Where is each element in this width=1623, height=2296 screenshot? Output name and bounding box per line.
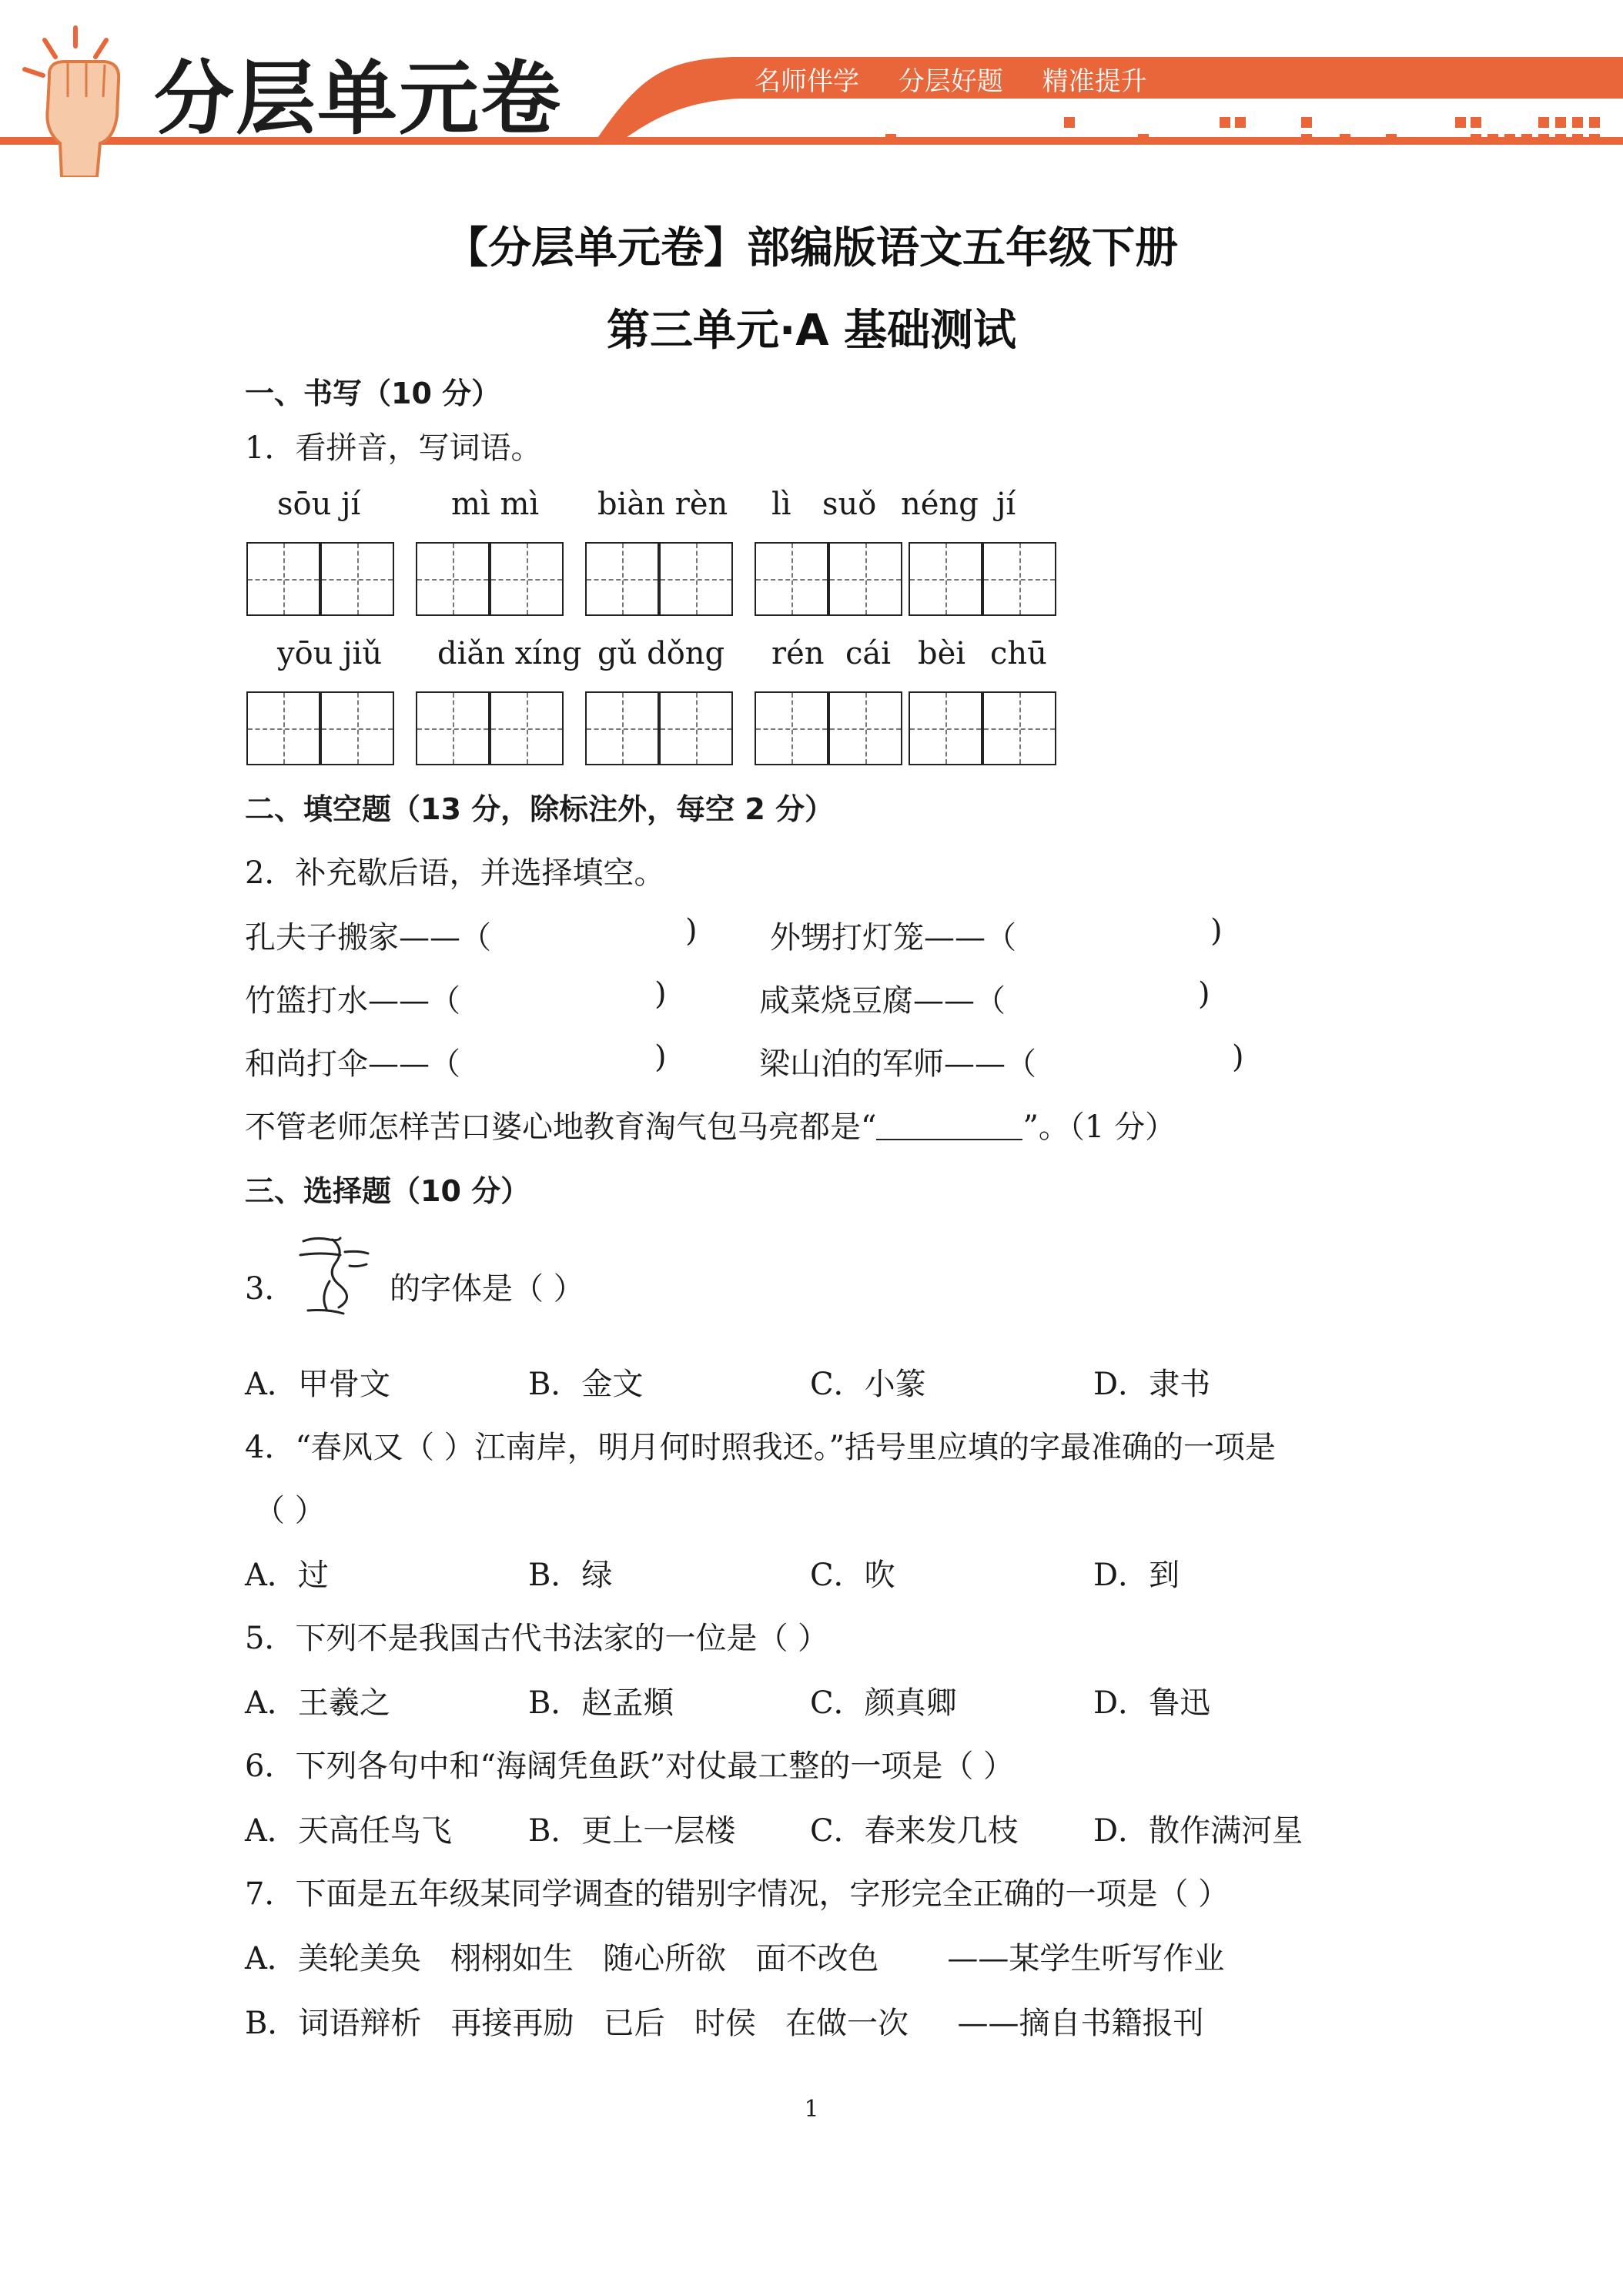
- writing-box[interactable]: [909, 542, 982, 616]
- seal-script-character: [293, 1232, 377, 1324]
- section-heading-fill-in: 二、填空题（13 分，除标注外，每空 2 分）: [245, 792, 835, 826]
- blank-close-paren[interactable]: ): [1198, 976, 1210, 1012]
- writing-box[interactable]: [828, 691, 902, 765]
- fill-sentence: [245, 1103, 1176, 1146]
- writing-box[interactable]: [585, 691, 659, 765]
- writing-box[interactable]: [755, 542, 828, 616]
- writing-box[interactable]: [982, 691, 1056, 765]
- writing-box[interactable]: [909, 691, 982, 765]
- pinyin-label: rén: [771, 636, 825, 671]
- writing-box[interactable]: [828, 542, 902, 616]
- q5-option-a[interactable]: A．王羲之: [245, 1685, 390, 1721]
- q3-option-a[interactable]: A．甲骨文: [245, 1367, 390, 1402]
- q6-option-d[interactable]: D．散作满河星: [1093, 1813, 1303, 1849]
- writing-box[interactable]: [416, 691, 490, 765]
- pinyin-label: gǔ dǒng: [597, 636, 725, 671]
- writing-box[interactable]: [320, 542, 394, 616]
- q6-option-b[interactable]: B．更上一层楼: [528, 1813, 736, 1849]
- q3-option-c[interactable]: C．小篆: [810, 1367, 926, 1402]
- pinyin-label: jí: [996, 487, 1016, 522]
- writing-box[interactable]: [490, 542, 564, 616]
- q4-option-b[interactable]: B．绿: [528, 1558, 613, 1593]
- page-header: [0, 0, 1623, 185]
- writing-box[interactable]: [659, 542, 733, 616]
- writing-box[interactable]: [490, 691, 564, 765]
- blank-close-paren[interactable]: ): [654, 1039, 667, 1075]
- xiehouyu-left-3: 和尚打伞——（: [245, 1046, 460, 1082]
- blank-close-paren[interactable]: ): [654, 976, 667, 1012]
- writing-box[interactable]: [585, 542, 659, 616]
- question-2: 2．补充歇后语，并选择填空。: [245, 855, 665, 891]
- answer-blank[interactable]: [876, 1111, 1022, 1140]
- writing-box[interactable]: [982, 542, 1056, 616]
- q5-option-d[interactable]: D．鲁迅: [1093, 1685, 1211, 1721]
- pinyin-label: bèi: [918, 636, 966, 671]
- xiehouyu-right-2: 咸菜烧豆腐——（: [759, 983, 1006, 1019]
- brand-title: 分层单元卷: [154, 52, 563, 146]
- writing-box[interactable]: [246, 691, 320, 765]
- question-7: 7．下面是五年级某同学调查的错别字情况，字形完全正确的一项是（ ）: [245, 1876, 1230, 1912]
- pinyin-label: chū: [990, 636, 1047, 671]
- q6-option-a[interactable]: A．天高任鸟飞: [245, 1813, 452, 1849]
- fill-sentence-start: 不管老师怎样苦口婆心地教育淘气包马亮都是“: [245, 1110, 877, 1145]
- q3-option-d[interactable]: D．隶书: [1093, 1367, 1211, 1402]
- fill-sentence-end: ”。（1 分）: [1022, 1110, 1176, 1145]
- page-subtitle: 第三单元·A 基础测试: [606, 306, 1017, 356]
- q7-option-a[interactable]: A．美轮美奂 栩栩如生 随心所欲 面不改色 ——某学生听写作业: [245, 1941, 1225, 1976]
- xiehouyu-left-2: 竹篮打水——（: [245, 983, 460, 1019]
- section-heading-writing: 一、书写（10 分）: [245, 377, 501, 410]
- question-4: 4．“春风又（ ）江南岸，明月何时照我还。”括号里应填的字最准确的一项是: [245, 1430, 1277, 1465]
- page-title: 【分层单元卷】部编版语文五年级下册: [445, 223, 1178, 273]
- q5-option-c[interactable]: C．颜真卿: [810, 1685, 957, 1721]
- section-heading-choice: 三、选择题（10 分）: [245, 1174, 530, 1208]
- writing-box[interactable]: [320, 691, 394, 765]
- slogan-2: 分层好题: [898, 66, 1003, 97]
- pinyin-label: néng: [901, 487, 979, 522]
- question-3-text: 的字体是（ ）: [390, 1271, 584, 1307]
- q7-option-b[interactable]: B．词语辩析 再接再励 已后 时侯 在做一次 ——摘自书籍报刊: [245, 2006, 1204, 2041]
- pinyin-label: sōu jí: [277, 487, 361, 522]
- pinyin-label: diǎn xíng: [437, 636, 582, 671]
- q6-option-c[interactable]: C．春来发几枝: [810, 1813, 1019, 1849]
- xiehouyu-left-1: 孔夫子搬家——（: [245, 920, 491, 956]
- slogan-3: 精准提升: [1042, 66, 1147, 97]
- q4-option-d[interactable]: D．到: [1093, 1558, 1180, 1593]
- slogan-1: 名师伴学: [755, 66, 859, 97]
- question-6: 6．下列各句中和“海阔凭鱼跃”对仗最工整的一项是（ ）: [245, 1749, 1015, 1784]
- q3-option-b[interactable]: B．金文: [528, 1367, 644, 1402]
- blank-close-paren[interactable]: ): [685, 913, 698, 949]
- q5-option-b[interactable]: B．赵孟頫: [528, 1685, 674, 1721]
- pinyin-label: lì: [771, 487, 791, 522]
- pinyin-label: biàn rèn: [597, 487, 728, 522]
- page-number: 1: [804, 2096, 819, 2123]
- fist-icon: [14, 23, 145, 177]
- writing-box[interactable]: [416, 542, 490, 616]
- pinyin-label: suǒ: [822, 487, 877, 522]
- pinyin-label: yōu jiǔ: [277, 636, 383, 671]
- question-4-paren: （ ）: [254, 1493, 326, 1528]
- question-5: 5．下列不是我国古代书法家的一位是（ ）: [245, 1621, 829, 1656]
- header-slogans: [755, 60, 1178, 98]
- question-1: 1．看拼音，写词语。: [245, 430, 542, 466]
- q4-option-a[interactable]: A．过: [245, 1558, 329, 1593]
- question-3-number: 3．: [245, 1271, 296, 1307]
- writing-box[interactable]: [659, 691, 733, 765]
- pinyin-label: mì mì: [451, 487, 540, 522]
- xiehouyu-right-3: 梁山泊的军师——（: [759, 1046, 1036, 1082]
- blank-close-paren[interactable]: ): [1232, 1039, 1244, 1075]
- xiehouyu-right-1: 外甥打灯笼——（: [770, 920, 1016, 956]
- blank-close-paren[interactable]: ): [1210, 913, 1223, 949]
- writing-box[interactable]: [246, 542, 320, 616]
- q4-option-c[interactable]: C．吹: [810, 1558, 895, 1593]
- pinyin-label: cái: [845, 636, 892, 671]
- writing-box[interactable]: [755, 691, 828, 765]
